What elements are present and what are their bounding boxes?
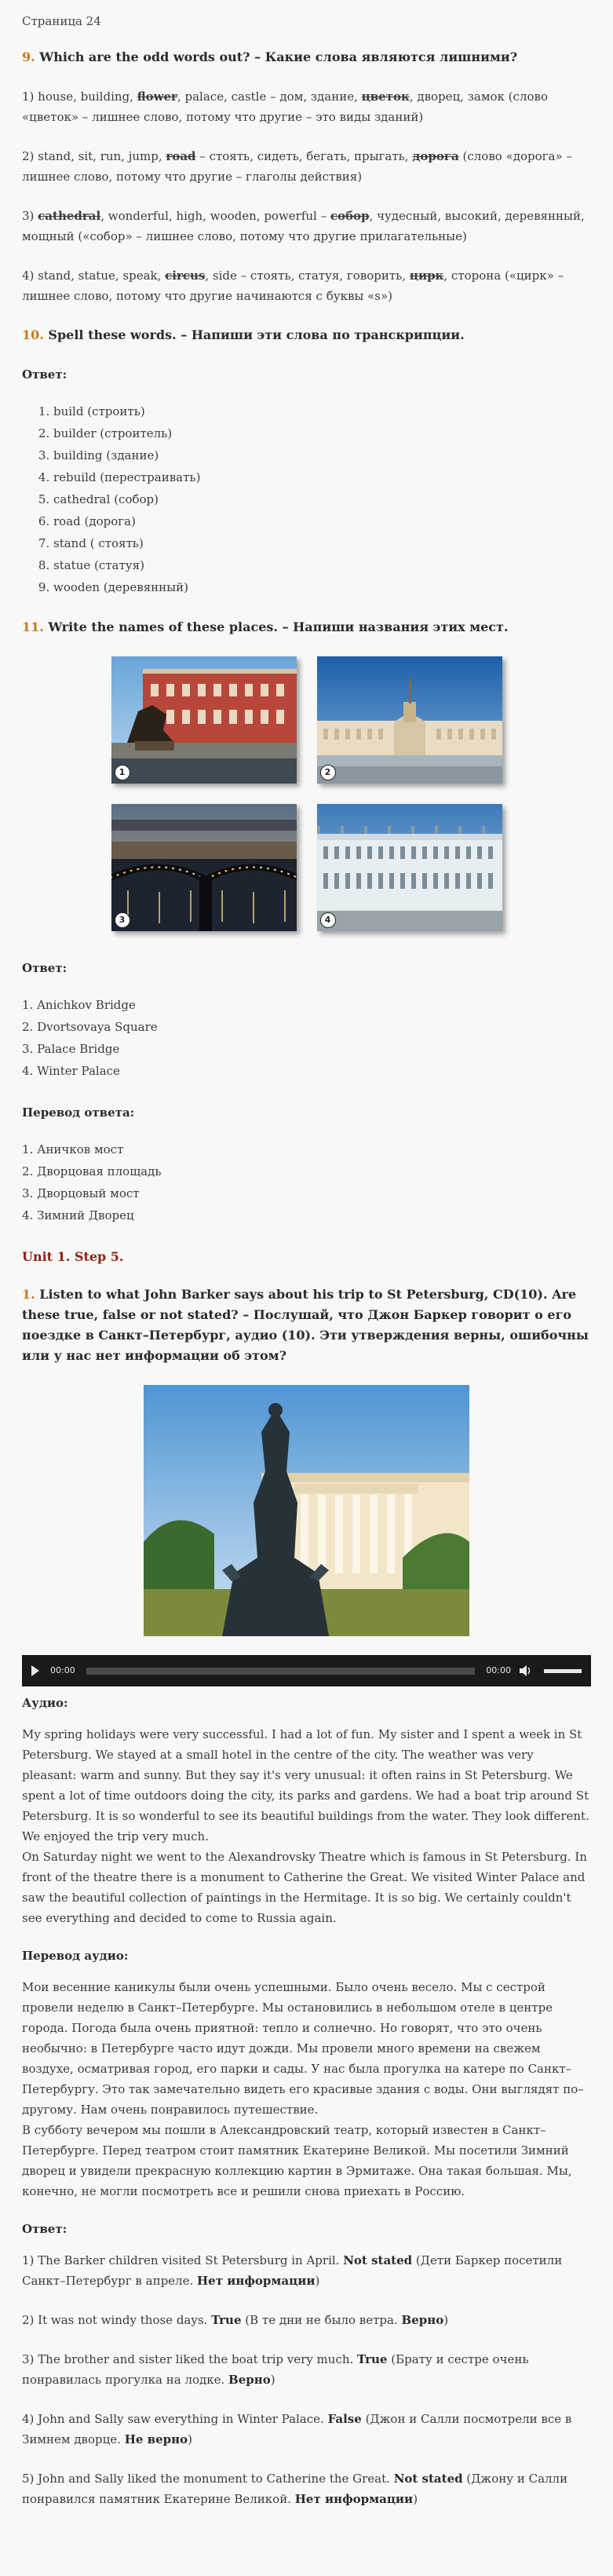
odd-word-item: 4) stand, statue, speak, circus, side – стоять, статуя, говорить, цирк, сторона («цирк» – лишнее слово, потому что другие начинаются с буквы «s») <box>22 269 564 303</box>
photo-anichkov-bridge <box>111 656 297 784</box>
exercise-10-title <box>22 325 591 345</box>
exercise-9-number: 9. <box>22 49 35 64</box>
list-item: 3. building (здание) <box>53 444 591 466</box>
photo-dvortsovaya-square <box>317 656 502 784</box>
exercise-9-items <box>22 86 591 306</box>
audio-transcript: My spring holidays were very successful. I had a lot of fun. My sister and I spent a week in St Petersburg. We stayed at a small hotel in the centre of the city. The weather was very pleasant: warm and sunny. But they say it's very unusual: it often rains in St Petersburg. We spent a lot of time outdoors doing the city, its parks and gardens. We had a boat trip around St Petersburg. It is so wonderful to see its beautiful buildings from the water. They look different. We enjoyed the trip very much. On Saturday night we went to the Alexandrovsky Theatre which is famous in St Petersburg. In front of the theatre there is a monument to Catherine the Great. We visited Winter Palace and saw the beautiful collection of paintings in the Hermitage. It is so big. We certainly couldn't see everything and decided to come to Russia again. <box>22 1727 589 1925</box>
true-false-answer: 5) John and Sally liked the monument to Catherine the Great. Not stated (Джону и Салли понравился памятник Екатерине Великой. Нет информации) <box>22 2472 568 2506</box>
verdict: Not stated <box>343 2253 413 2267</box>
list-item: 4. Зимний Дворец <box>22 1208 134 1222</box>
list-item: 1. Аничков мост <box>22 1142 124 1156</box>
verdict: True <box>357 2352 388 2366</box>
verdict: False <box>327 2412 362 2426</box>
exercise-1-number: 1. <box>22 1287 35 1302</box>
odd-word-en: cathedral <box>38 209 101 223</box>
odd-word-ru: цветок <box>361 90 410 104</box>
exercise-11-heading: Write the names of these places. – Напиши названия этих мест. <box>48 619 509 634</box>
play-icon[interactable] <box>31 1665 39 1676</box>
odd-word-ru: цирк <box>409 269 444 283</box>
list-item: 4. rebuild (перестраивать) <box>53 466 591 488</box>
odd-word-en: flower <box>137 90 177 104</box>
audio-label: Аудио: <box>22 1696 68 1710</box>
list-item: 1. Anichkov Bridge <box>22 998 136 1012</box>
true-false-answer: 3) The brother and sister liked the boat trip very much. True (Брату и сестре очень понравилась прогулка на лодке. Верно) <box>22 2352 529 2387</box>
odd-word-item: 2) stand, sit, run, jump, road – стоять, сидеть, бегать, прыгать, дорога (слово «дорога» – лишнее слово, потому что другие – глаголы действия) <box>22 149 572 184</box>
places-answers-list <box>22 994 591 1082</box>
list-item: 4. Winter Palace <box>22 1064 120 1078</box>
list-item: 2. Дворцовая площадь <box>22 1164 162 1178</box>
verdict-ru: Верно <box>228 2373 271 2387</box>
exercise-11-number: 11. <box>22 619 44 634</box>
exercise-1-title <box>22 1284 591 1366</box>
current-time: 00:00 <box>50 1665 75 1675</box>
verdict: True <box>211 2313 242 2327</box>
answer-label: Ответ: <box>22 2222 68 2236</box>
list-item: 5. cathedral (собор) <box>53 488 591 510</box>
list-item: 3. Palace Bridge <box>22 1042 120 1056</box>
answer-label: Ответ: <box>22 367 68 382</box>
verdict: Not stated <box>393 2472 463 2486</box>
exercise-10-heading: Spell these words. – Напиши эти слова по транскрипции. <box>48 327 465 342</box>
true-false-answer: 1) The Barker children visited St Petersburg in April. Not stated (Дети Баркер посетили Санкт–Петербург в апреле. Нет информации) <box>22 2253 563 2288</box>
verdict-ru: Верно <box>401 2313 444 2327</box>
unit-title: Unit 1. Step 5. <box>22 1249 124 1264</box>
list-item: 8. statue (статуя) <box>53 554 591 576</box>
verdict-ru: Нет информации <box>294 2492 414 2506</box>
list-item: 2. builder (строитель) <box>53 422 591 444</box>
volume-slider[interactable] <box>544 1669 582 1673</box>
list-item: 7. stand ( стоять) <box>53 532 591 554</box>
exercise-9-heading: Which are the odd words out? – Какие слова являются лишними? <box>39 49 518 64</box>
list-item: 1. build (строить) <box>53 400 591 422</box>
list-item: 2. Dvortsovaya Square <box>22 1020 158 1034</box>
exercise-10-number: 10. <box>22 327 44 342</box>
odd-word-en: circus <box>165 269 206 283</box>
spelled-words-list <box>22 400 591 598</box>
places-photo-grid <box>22 656 591 931</box>
duration: 00:00 <box>486 1665 511 1675</box>
volume-icon[interactable] <box>519 1665 533 1676</box>
exercise-11-title <box>22 617 591 638</box>
odd-word-item: 1) house, building, flower, palace, castle – дом, здание, цветок, дворец, замок (слово «цветок» – лишнее слово, потому что другие – это виды зданий) <box>22 90 548 124</box>
progress-track[interactable] <box>86 1668 476 1675</box>
list-item: 9. wooden (деревянный) <box>53 576 591 598</box>
verdict-ru: Нет информации <box>197 2274 316 2288</box>
answer-label: Ответ: <box>22 961 68 975</box>
photo-palace-bridge <box>111 804 297 931</box>
translation-audio-label: Перевод аудио: <box>22 1949 129 1963</box>
photo-number-badge: 1 <box>115 765 130 780</box>
verdict-ru: Не верно <box>124 2432 188 2446</box>
odd-word-en: road <box>166 149 196 163</box>
translation-label: Перевод ответа: <box>22 1105 135 1120</box>
photo-number-badge: 2 <box>320 765 336 780</box>
odd-word-item: 3) cathedral, wonderful, high, wooden, powerful – собор, чудесный, высокий, деревянный, мощный («собор» – лишнее слово, потому что другие прилагательные) <box>22 209 585 243</box>
places-translations-list <box>22 1138 591 1226</box>
odd-word-ru: собор <box>330 209 370 223</box>
odd-word-ru: дорога <box>412 149 459 163</box>
list-item: 6. road (дорога) <box>53 510 591 532</box>
audio-player <box>22 1655 591 1686</box>
photo-winter-palace <box>317 804 502 931</box>
true-false-answer: 2) It was not windy those days. True (В те дни не было ветра. Верно) <box>22 2313 449 2327</box>
list-item: 3. Дворцовый мост <box>22 1186 140 1200</box>
page-label: Страница 24 <box>22 14 101 28</box>
photo-number-badge: 4 <box>320 912 336 928</box>
true-false-answer: 4) John and Sally saw everything in Winter Palace. False (Джон и Салли посмотрели все в Зимнем дворце. Не верно) <box>22 2412 572 2446</box>
audio-translation: Мои весенние каникулы были очень успешными. Было очень весело. Мы с сестрой провели неделю в Санкт–Петербурге. Мы остановились в небольшом отеле в центре города. Погода была очень приятной: тепло и солнечно. Но говорят, что это очень необычно: в Петербурге часто идут дожди. Мы провели много времени на свежем воздухе, осматривая город, его парки и сады. У нас была прогулка на катере по Санкт–Петербургу. Это так замечательно видеть его красивые здания с воды. Они выглядят по–другому. Нам очень понравилось путешествие. В субботу вечером мы пошли в Александровский театр, который известен в Санкт–Петербурге. Перед театром стоит памятник Екатерине Великой. Мы посетили Зимний дворец и увидели прекрасную коллекцию картин в Эрмитаже. Она такая большая. Мы, конечно, не могли посмотреть все и решили снова приехать в Россию. <box>22 1980 584 2198</box>
exercise-9-title <box>22 47 591 68</box>
photo-catherine-monument <box>144 1385 469 1636</box>
exercise-1-heading: Listen to what John Barker says about his trip to St Petersburg, CD(10). Are these true, false or not stated? – Послушай, что Джон Баркер говорит о его поездке в Санкт–Петербург, аудио (10). Эти утверждения верны, ошибочны или у нас нет информации об этом? <box>22 1287 589 1363</box>
photo-number-badge: 3 <box>115 912 130 928</box>
